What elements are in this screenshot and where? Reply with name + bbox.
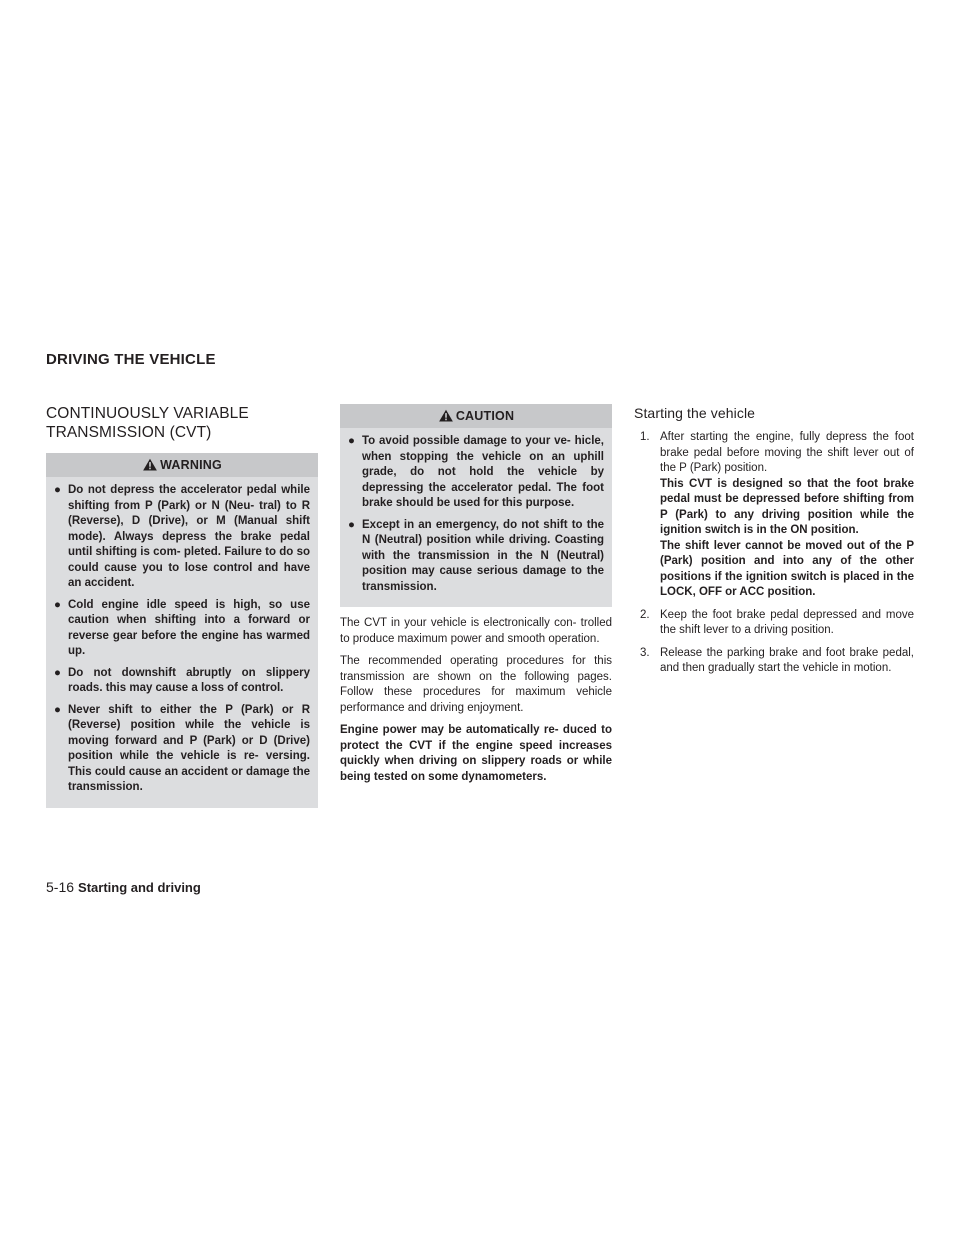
warning-item: ● Cold engine idle speed is high, so use caution when shifting into a forward or reverse gear before the engine has warmed up. xyxy=(54,598,310,657)
steps-list xyxy=(634,430,914,677)
warning-triangle-icon xyxy=(142,458,158,471)
step-item xyxy=(634,646,914,677)
page-number: 5-16 xyxy=(46,879,75,895)
step-number: 2. xyxy=(640,608,650,621)
body-paragraph-bold: Engine power may be automatically re- duced to protect the CVT if the engine speed increases quickly when driving on slippery roads or while being tested on some dynamometers. xyxy=(340,724,612,783)
body-paragraph: The recommended operating procedures for this transmission are shown on the following pages. Follow these procedures for maximum vehicle performance and driving enjoyment. xyxy=(340,655,612,714)
bullet-icon: ● xyxy=(54,666,61,679)
warning-box xyxy=(46,453,318,808)
caution-triangle-icon xyxy=(438,409,454,422)
chapter-name: Starting and driving xyxy=(78,880,201,895)
warning-list xyxy=(46,477,318,796)
warning-label: WARNING xyxy=(160,458,222,472)
section-title-line2: TRANSMISSION (CVT) xyxy=(46,424,212,441)
warning-item: ● Do not downshift abruptly on slippery roads. this may cause a loss of control. xyxy=(54,666,310,694)
bullet-icon: ● xyxy=(54,598,61,611)
caution-item: ● To avoid possible damage to your ve- hicle, when stopping the vehicle on an uphill grade, do not hold the vehicle by depressing the accelerator pedal. The foot brake should be used for this purpose. xyxy=(348,435,604,509)
caution-item: ● Except in an emergency, do not shift to the N (Neutral) position while driving. Coasting with the transmission in the N (Neutral) position may cause serious damage to the transmission. xyxy=(348,518,604,593)
column-right xyxy=(634,404,914,684)
step-text: Release the parking brake and foot brake pedal, and then gradually start the vehicle in motion. xyxy=(660,646,914,674)
page-footer xyxy=(46,878,201,897)
column-left xyxy=(46,404,318,808)
bullet-icon: ● xyxy=(54,484,61,496)
bullet-icon: ● xyxy=(54,703,61,716)
caution-header xyxy=(340,404,612,428)
warning-header xyxy=(46,453,318,477)
section-title-line1: CONTINUOUSLY VARIABLE xyxy=(46,405,249,422)
step-number: 1. xyxy=(640,431,650,443)
body-paragraph: The CVT in your vehicle is electronically con- trolled to produce maximum power and smooth operation. xyxy=(340,617,612,645)
step-note-bold: This CVT is designed so that the foot brake pedal must be depressed before shifting from P (Park) to any driving position while the ignition switch is in the ON position. xyxy=(660,477,914,536)
caution-box xyxy=(340,404,612,607)
section-header: DRIVING THE VEHICLE xyxy=(46,351,216,368)
subsection-title: Starting the vehicle xyxy=(634,405,756,421)
warning-item: ● Never shift to either the P (Park) or R (Reverse) position while the vehicle is moving forward and P (Park) or D (Drive) position while the vehicle is re- versing. This could cause an accident or damage the transmission. xyxy=(54,703,310,793)
column-middle xyxy=(340,404,612,792)
bullet-icon: ● xyxy=(348,518,355,531)
step-note-bold: The shift lever cannot be moved out of the P (Park) position and into any of the other positions if the ignition switch is placed in the LOCK, OFF or ACC position. xyxy=(660,539,914,598)
caution-list xyxy=(340,428,612,595)
step-text: After starting the engine, fully depress the foot brake pedal before moving the shift lever out of the P (Park) position. xyxy=(660,431,914,474)
warning-item: ● Do not depress the accelerator pedal while shifting from P (Park) or N (Neu- tral) to R (Reverse), D (Drive), or M (Manual shift mode). Always depress the brake pedal until shifting is com- pleted. Failure to do so could cause you to lose control and have an accident. xyxy=(54,484,310,589)
step-item xyxy=(634,430,914,601)
bullet-icon: ● xyxy=(348,435,355,447)
section-title xyxy=(46,404,318,442)
step-item xyxy=(634,608,914,639)
caution-label: CAUTION xyxy=(455,409,515,423)
step-number: 3. xyxy=(640,646,650,659)
step-text: Keep the foot brake pedal depressed and move the shift lever to a driving position. xyxy=(660,608,914,636)
